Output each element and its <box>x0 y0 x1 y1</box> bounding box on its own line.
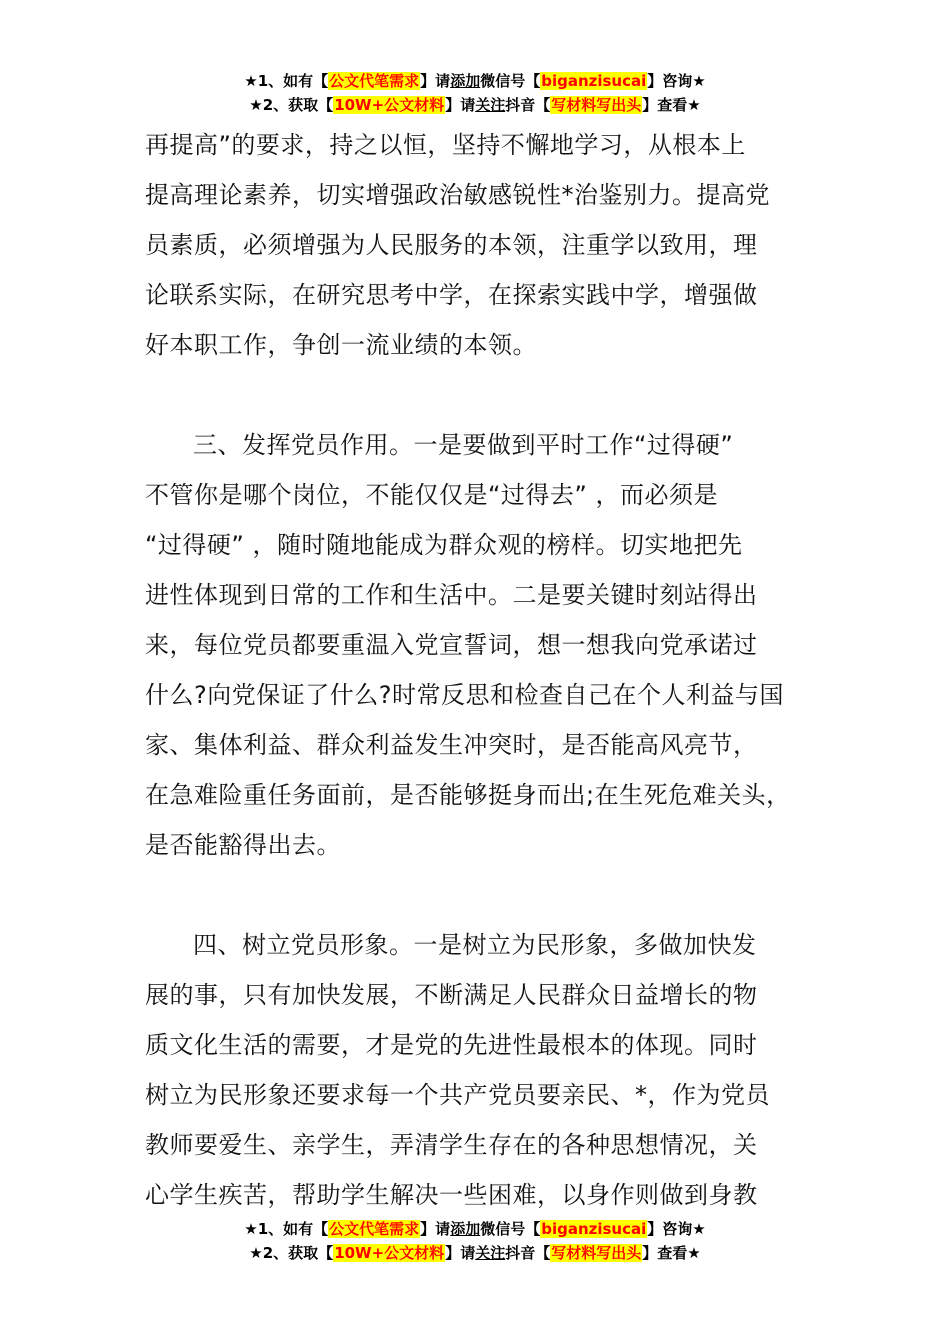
highlight-service: 公文代笔需求 <box>329 72 420 90</box>
text-line: 不管你是哪个岗位，不能仅仅是“过得去” ，而必须是 <box>145 481 718 509</box>
text-line: 展的事，只有加快发展，不断满足人民群众日益增长的物 <box>145 981 758 1009</box>
text-line: 员素质，必须增强为人民服务的本领，注重学以致用，理 <box>145 231 758 259</box>
text-line: 三、发挥党员作用。一是要做到平时工作“过得硬” <box>193 431 734 459</box>
footer-line-2: ★2、获取【10W+公文材料】请关注抖音【写材料写出头】查看★ <box>249 1244 701 1262</box>
text-line: 论联系实际，在研究思考中学，在探索实践中学，增强做 <box>145 281 758 309</box>
highlight-materials: 10W+公文材料 <box>334 96 445 114</box>
text-line: 家、集体利益、群众利益发生冲突时，是否能高风亮节， <box>145 731 758 759</box>
text-line: “过得硬” ，随时随地能成为群众观的榜样。切实地把先 <box>145 531 743 559</box>
paragraph-gap <box>145 370 845 420</box>
text-line: 心学生疾苦，帮助学生解决一些困难，以身作则做到身教 <box>145 1181 758 1209</box>
text-line: 来，每位党员都要重温入党宣誓词，想一想我向党承诺过 <box>145 631 758 659</box>
header-banner <box>0 70 950 118</box>
highlight-materials: 10W+公文材料 <box>334 1244 445 1262</box>
text-line: 质文化生活的需要，才是党的先进性最根本的体现。同时 <box>145 1031 758 1059</box>
text-line: 教师要爱生、亲学生，弄清学生存在的各种思想情况，关 <box>145 1131 758 1159</box>
highlight-service: 公文代笔需求 <box>329 1220 420 1238</box>
highlight-wechat-id: biganzisucai <box>541 1220 647 1238</box>
text-line: 什么?向党保证了什么?时常反思和检查自己在个人利益与国 <box>145 681 784 709</box>
text-line: 提高理论素养，切实增强政治敏感锐性*治鉴别力。提高党 <box>145 181 770 209</box>
text-line: 进性体现到日常的工作和生活中。二是要关键时刻站得出 <box>145 581 758 609</box>
header-line-1: ★1、如有【公文代笔需求】请添加微信号【biganzisucai】咨询★ <box>244 72 706 90</box>
highlight-douyin: 写材料写出头 <box>551 96 642 114</box>
text-line: 是否能豁得出去。 <box>145 831 341 859</box>
footer-line-1: ★1、如有【公文代笔需求】请添加微信号【biganzisucai】咨询★ <box>244 1220 706 1238</box>
highlight-wechat-id: biganzisucai <box>541 72 647 90</box>
text-line: 再提高”的要求，持之以恒，坚持不懈地学习，从根本上 <box>145 131 746 159</box>
text-line: 四、树立党员形象。一是树立为民形象，多做加快发 <box>193 931 757 959</box>
text-line: 树立为民形象还要求每一个共产党员要亲民、*，作为党员 <box>145 1081 770 1109</box>
highlight-douyin: 写材料写出头 <box>551 1244 642 1262</box>
text-line: 在急难险重任务面前，是否能够挺身而出;在生死危难关头， <box>145 781 791 809</box>
header-line-2: ★2、获取【10W+公文材料】请关注抖音【写材料写出头】查看★ <box>249 96 701 114</box>
footer-banner <box>0 1218 950 1266</box>
document-body <box>145 120 845 1220</box>
text-line: 好本职工作，争创一流业绩的本领。 <box>145 331 537 359</box>
paragraph-gap <box>145 870 845 920</box>
